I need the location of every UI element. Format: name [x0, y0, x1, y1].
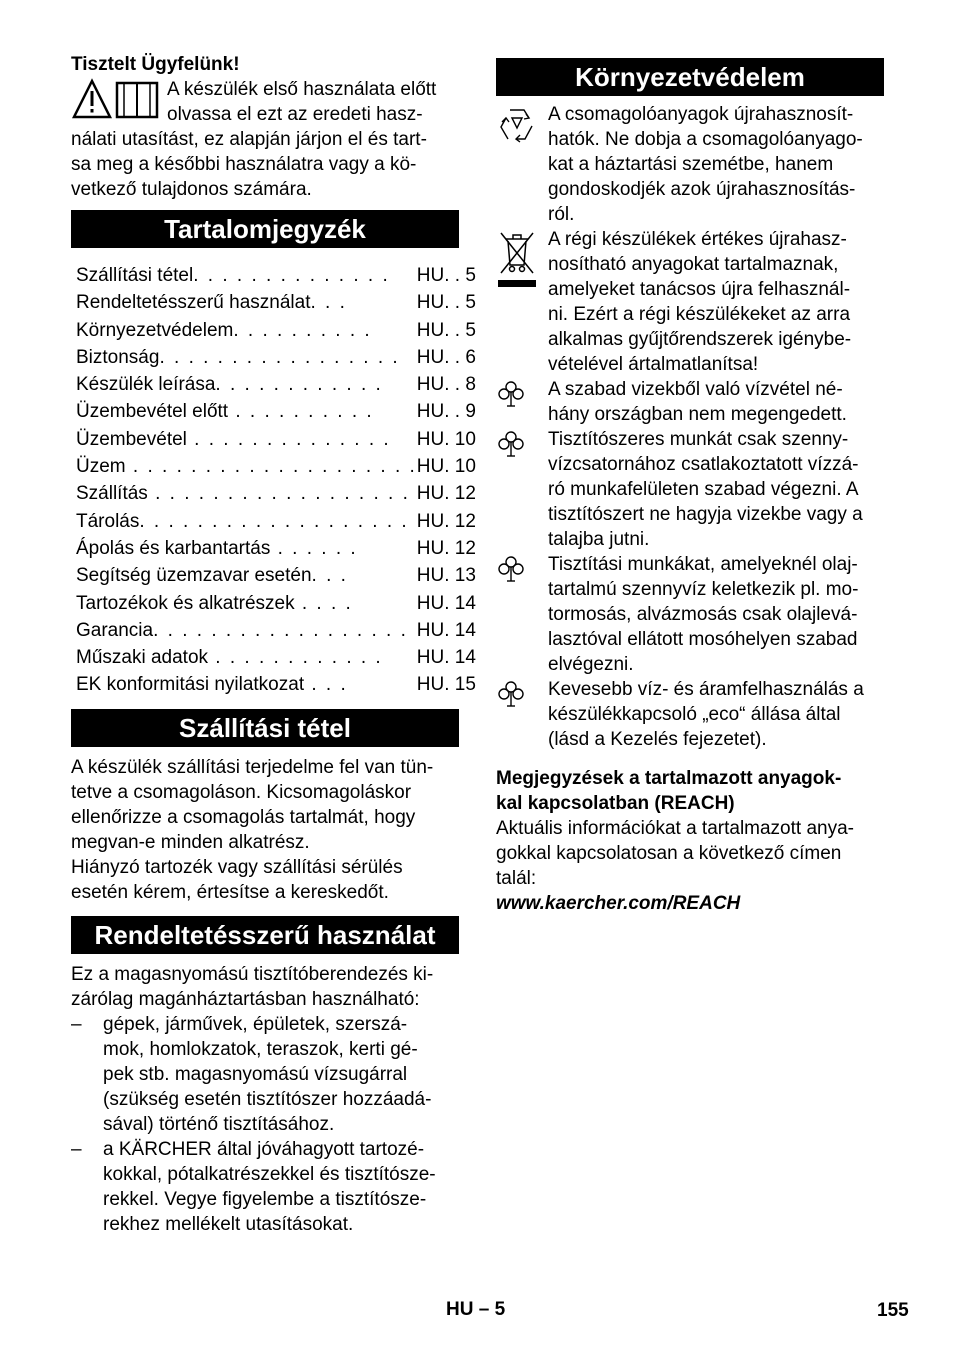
environment-line: tartalmú szennyvíz keletkezik pl. mo- — [548, 579, 859, 600]
toc-entry-title: Szállítás — [76, 483, 148, 505]
list-item — [71, 1012, 459, 1037]
toc-entry[interactable] — [71, 644, 478, 671]
toc-entry-dots: . . . . . . . . . . . . . . . . . . . — [139, 510, 409, 532]
toc-entry[interactable] — [71, 453, 478, 480]
environment-line: tormosás, alvázmosás csak olajlevá- — [548, 604, 858, 625]
toc-entry-lang: HU — [416, 619, 445, 641]
environment-line: A csomagolóanyagok újrahasznosít- — [548, 104, 854, 125]
toc-entry-lang: HU — [416, 401, 445, 423]
toc-entry-lang: HU — [416, 592, 445, 614]
environment-line: nosítható anyagokat tartalmaznak, — [548, 254, 839, 275]
environment-line: hány országban nem megengedett. — [548, 404, 847, 425]
page-number: 155 — [877, 1300, 909, 1321]
toc-entry-title: Segítség üzemzavar esetén — [76, 565, 312, 587]
toc-entry-page: . 13 — [444, 565, 476, 587]
environment-line: amelyeket tanácsos újra felhasznál- — [548, 279, 851, 300]
environment-item-text — [548, 677, 884, 752]
toc-entry-page: . . 5 — [444, 265, 476, 286]
reach-line: Aktuális információkat a tartalmazott anya- — [496, 818, 854, 839]
toc-entry-page: . 14 — [444, 592, 476, 614]
list-item-text: (szükség esetén tisztítószer hozzáadá- — [103, 1088, 432, 1110]
list-item — [71, 1037, 459, 1062]
toc-entry-title: Készülék leírása — [76, 374, 216, 396]
list-item — [71, 1062, 459, 1087]
recycle-icon — [496, 102, 548, 227]
toc-entry-page: . 14 — [444, 619, 476, 641]
delivery-line: Hiányzó tartozék vagy szállítási sérülés — [71, 856, 403, 878]
environment-line: alkalmas gyűjtőrendszerek igénybe- — [548, 329, 852, 350]
delivery-line: ellenőrizze a csomagolás tartalmát, hogy — [71, 806, 416, 828]
toc-entry-dots: . . . . — [294, 592, 353, 614]
toc-entry[interactable] — [71, 617, 478, 644]
table-of-contents — [71, 262, 478, 699]
toc-entry[interactable] — [71, 317, 478, 344]
toc-entry-page: . . 6 — [444, 346, 476, 368]
environment-line: A szabad vizekből való vízvétel né- — [548, 379, 843, 400]
toc-entry[interactable] — [71, 398, 478, 425]
intro-line: olvassa el ezt az eredeti hasz- — [167, 104, 423, 125]
environment-line: kat a háztartási szemétbe, hanem — [548, 154, 834, 175]
toc-entry[interactable] — [71, 480, 478, 507]
environment-line: A régi készülékek értékes újrahasz- — [548, 229, 847, 250]
toc-entry-dots: . . . . . . . . . . — [233, 319, 372, 341]
delivery-line: esetén kérem, értesítse a kereskedőt. — [71, 881, 389, 903]
toc-entry-title: Műszaki adatok — [76, 647, 209, 669]
left-column — [71, 52, 476, 1237]
environment-item — [496, 552, 884, 677]
list-item — [71, 1162, 459, 1187]
environment-item-text — [548, 427, 884, 552]
environment-line: talajba jutni. — [548, 529, 650, 550]
toc-entry-title: EK konformitási nyilatkozat — [76, 674, 305, 696]
toc-entry-dots: . . . — [311, 565, 348, 587]
toc-entry-page: . . 9 — [444, 401, 476, 423]
toc-entry[interactable] — [71, 371, 478, 398]
toc-entry-page: . 12 — [444, 483, 476, 505]
toc-entry-page: . 10 — [444, 456, 476, 478]
toc-entry-lang: HU — [416, 565, 445, 587]
toc-entry-lang: HU — [416, 319, 445, 341]
delivery-heading: Szállítási tétel — [71, 709, 459, 747]
list-item-text: kokkal, pótalkatrészekkel és tisztítósze- — [103, 1163, 436, 1185]
environment-line: (lásd a Kezelés fejezetet). — [548, 729, 767, 750]
list-item-text: rekhez mellékelt utasításokat. — [103, 1213, 354, 1235]
environment-line: Tisztítószeres munkát csak szenny- — [548, 429, 849, 450]
environment-line: Tisztítási munkákat, amelyeknél olaj- — [548, 554, 858, 575]
environment-icon — [496, 427, 548, 552]
toc-entry-lang: HU — [416, 346, 445, 368]
reach-line: talál: — [496, 868, 537, 889]
environment-icon — [496, 552, 548, 677]
toc-entry-page: . 10 — [444, 428, 476, 450]
toc-entry[interactable] — [71, 289, 478, 316]
toc-entry-lang: HU — [416, 483, 445, 505]
toc-entry-lang: HU — [416, 292, 445, 314]
toc-entry-page: . 15 — [444, 674, 476, 696]
delivery-line: A készülék szállítási terjedelme fel van tün- — [71, 756, 434, 778]
list-item — [71, 1112, 459, 1137]
toc-entry-title: Szállítási tétel — [76, 265, 194, 286]
environment-line: ni. Ezért a régi készülékeket az arra — [548, 304, 851, 325]
reach-title-line: kal kapcsolatban (REACH) — [496, 793, 735, 814]
toc-entry[interactable] — [71, 262, 478, 289]
greeting: Tisztelt Ügyfelünk! — [71, 54, 240, 75]
list-item-text: sával) történő tisztításához. — [103, 1113, 335, 1135]
environment-line: elvégezni. — [548, 654, 634, 675]
toc-entry-title: Tartozékok és alkatrészek — [76, 592, 295, 614]
reach-title-line: Megjegyzések a tartalmazott anyagok- — [496, 768, 842, 789]
toc-entry-lang: HU — [416, 537, 445, 559]
toc-entry-title: Üzem — [76, 456, 126, 478]
usage-intro-line: zárólag magánháztartásban használható: — [71, 988, 420, 1010]
list-item — [71, 1212, 459, 1237]
toc-entry[interactable] — [71, 671, 478, 698]
toc-heading: Tartalomjegyzék — [71, 210, 459, 248]
environment-item — [496, 677, 884, 752]
toc-entry[interactable] — [71, 426, 478, 453]
crossed-bin-icon — [496, 227, 548, 377]
toc-entry-lang: HU — [416, 647, 445, 669]
warning-manual-icon — [71, 77, 161, 121]
toc-entry-title: Üzembevétel előtt — [76, 401, 229, 423]
toc-entry-dots: . . . . . . . . . . . . . . . . . . — [147, 483, 410, 505]
environment-line: ró munkafelületen szabad végezni. A — [548, 479, 859, 500]
toc-entry-dots: . . . — [310, 292, 347, 314]
toc-entry-title: Ápolás és karbantartás — [76, 537, 271, 559]
environment-icon — [496, 677, 548, 752]
toc-entry-page: . 12 — [444, 510, 476, 532]
toc-entry-title: Környezetvédelem — [76, 319, 234, 341]
toc-entry-lang: HU — [416, 510, 445, 532]
environment-list — [496, 102, 884, 752]
toc-entry-dots: . . . . . . . . . . . . . . . . . . — [153, 619, 408, 641]
reach-title — [496, 766, 884, 816]
environment-item-text — [548, 377, 884, 427]
toc-entry-page: . . 8 — [444, 374, 476, 396]
list-item-text: gépek, járművek, épületek, szerszá- — [103, 1013, 408, 1035]
intro-line: sa meg a későbbi használatra vagy a kö- — [71, 154, 417, 175]
list-item-text: pek stb. magasnyomású vízsugárral — [103, 1063, 408, 1085]
toc-entry-dots: . . . . . . . . . . — [228, 401, 374, 423]
toc-entry[interactable] — [71, 562, 478, 589]
environment-line: vízcsatornához csatlakoztatott vízzá- — [548, 454, 859, 475]
intro-line: A készülék első használata előtt — [167, 79, 437, 100]
delivery-line: tetve a csomagoláson. Kicsomagoláskor — [71, 781, 412, 803]
intro-line: nálati utasítást, ez alapján járjon el és tart- — [71, 129, 427, 150]
toc-entry-dots: . . . . . . . . . . . . . . . . . . . . — [125, 456, 417, 478]
toc-entry-page: . 14 — [444, 647, 476, 669]
list-item — [71, 1187, 459, 1212]
environment-item — [496, 427, 884, 552]
reach-paragraph — [496, 816, 884, 891]
list-item-text: rekkel. Vegye figyelembe a tisztítósze- — [103, 1188, 427, 1210]
environment-item — [496, 377, 884, 427]
environment-item-text — [548, 552, 884, 677]
toc-entry[interactable] — [71, 344, 478, 371]
intro-paragraph — [71, 77, 459, 202]
list-item — [71, 1087, 459, 1112]
environment-item-text — [548, 227, 884, 377]
environment-line: készülékkapcsoló „eco“ állása által — [548, 704, 841, 725]
toc-entry[interactable] — [71, 535, 478, 562]
environment-line: Kevesebb víz- és áramfelhasználás a — [548, 679, 864, 700]
usage-intro — [71, 962, 459, 1012]
toc-entry-lang: HU — [416, 374, 445, 396]
environment-line: tisztítószert ne hagyja vizekbe vagy a — [548, 504, 863, 525]
environment-item — [496, 102, 884, 227]
intro-line: vetkező tulajdonos számára. — [71, 179, 312, 200]
toc-entry-dots: . . . . . . . . . . . . . . . . . — [159, 346, 400, 368]
toc-entry-lang: HU — [416, 456, 445, 478]
environment-item — [496, 227, 884, 377]
environment-line: ról. — [548, 204, 575, 225]
list-item — [71, 1137, 459, 1162]
toc-entry-lang: HU — [416, 674, 445, 696]
toc-entry-title: Biztonság — [76, 346, 160, 368]
environment-line: vételével ártalmatlanítsa! — [548, 354, 759, 375]
usage-intro-line: Ez a magasnyomású tisztítóberendezés ki- — [71, 963, 434, 985]
toc-entry-dots: . . . . . . . . . . . . — [215, 374, 383, 396]
environment-line: lasztóval ellátott mosóhelyen szabad — [548, 629, 858, 650]
toc-entry-page: . 12 — [444, 537, 476, 559]
toc-entry-dots: . . . . . . . . . . . . . . — [193, 265, 390, 286]
toc-entry-dots: . . . . . . . . . . . . — [208, 647, 383, 669]
environment-item-text — [548, 102, 884, 227]
toc-entry-dots: . . . . . . — [270, 537, 358, 559]
delivery-paragraph — [71, 755, 459, 905]
usage-heading: Rendeltetésszerű használat — [71, 916, 459, 954]
list-dash: – — [71, 1013, 82, 1035]
delivery-line: megvan-e minden alkatrész. — [71, 831, 310, 853]
toc-entry-lang: HU — [416, 265, 445, 286]
toc-entry-dots: . . . — [304, 674, 348, 696]
toc-entry-title: Üzembevétel — [76, 428, 187, 450]
list-dash: – — [71, 1138, 82, 1160]
environment-icon — [496, 377, 548, 427]
toc-entry[interactable] — [71, 590, 478, 617]
list-item-text: mok, homlokzatok, teraszok, kerti gé- — [103, 1038, 418, 1060]
toc-entry[interactable] — [71, 508, 478, 535]
environment-heading: Környezetvédelem — [496, 58, 884, 96]
usage-list — [71, 1012, 459, 1237]
toc-entry-title: Rendeltetésszerű használat — [76, 292, 311, 314]
toc-entry-lang: HU — [416, 428, 445, 450]
environment-line: hatók. Ne dobja a csomagolóanyago- — [548, 129, 863, 150]
toc-entry-page: . . 5 — [444, 319, 476, 341]
list-item-text: a KÄRCHER által jóváhagyott tartozé- — [103, 1138, 425, 1160]
right-column — [496, 58, 884, 916]
toc-entry-dots: . . . . . . . . . . . . . . — [186, 428, 391, 450]
toc-entry-title: Tárolás — [76, 510, 140, 532]
footer-section-label: HU – 5 — [446, 1299, 506, 1320]
reach-link[interactable]: www.kaercher.com/REACH — [496, 893, 741, 914]
toc-entry-page: . . 5 — [444, 292, 476, 314]
environment-line: gondoskodjék azok újrahasznosítás- — [548, 179, 856, 200]
reach-line: gokkal kapcsolatosan a következő címen — [496, 843, 842, 864]
toc-entry-title: Garancia — [76, 619, 154, 641]
